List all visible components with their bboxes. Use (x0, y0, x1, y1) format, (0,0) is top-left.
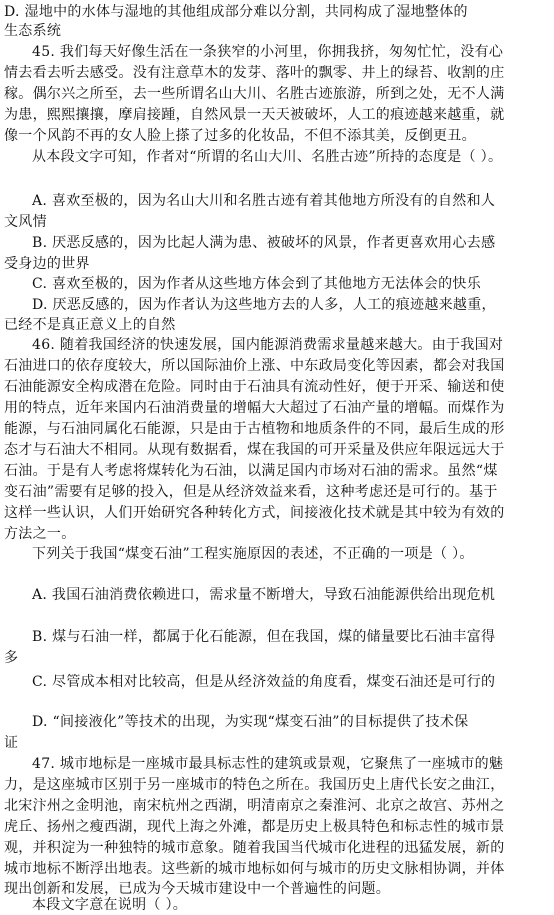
text-line: 文风情 (4, 214, 47, 230)
text-line: 多 (4, 650, 19, 666)
option-d: D. 厌恶反感的，因为作者认为这些地方去的人多，人工的痕迹越来越重， (32, 297, 496, 313)
option-d: D. “间接液化”等技术的出现，为实现“煤变石油”的目标提供了技术保 (32, 714, 469, 730)
text-line: 石油能源安全构成潜在危险。同时由于石油具有流动性好，便于开采、输送和使 (4, 379, 505, 395)
text-line: 45. 我们每天好像生活在一条狭窄的小河里，你拥我挤，匆匆忙忙，没有心 (32, 44, 504, 60)
text-line: 情去看去听去感受。没有注意草木的发芽、落叶的飘零、井上的绿苔、收割的庄 (4, 65, 505, 81)
text-line: 虎丘、扬州之瘦西湖，现代上海之外滩，都是历史上极具特色和标志性的城市景 (4, 819, 505, 835)
text-line: 变石油”需要有足够的投入，但是从经济效益来看，这种考虑还是可行的。基于 (4, 484, 498, 500)
text-line: D. 湿地中的水体与湿地的其他组成部分难以分割，共同构成了湿地整体的 (4, 4, 468, 20)
text-line: 北宋汴州之金明池，南宋杭州之西湖，明清南京之秦淮河、北京之故宫、苏州之 (4, 798, 505, 814)
text-line: 现出创新和发展，已成为今天城市建设中一个普遍性的问题。 (4, 881, 391, 897)
text-line: 本段文字意在说明（ ）。 (32, 897, 188, 913)
text-line: 47. 城市地标是一座城市最具标志性的建筑或景观，它聚焦了一座城市的魅 (32, 756, 504, 772)
text-line: 稼。偶尔兴之所至，去一些所谓名山大川、名胜古迹旅游，所到之处，无不人满 (4, 86, 505, 102)
option-b: B. 煤与石油一样，都属于化石能源，但在我国，煤的储量要比石油丰富得 (32, 629, 496, 645)
text-line: 从本段文字可知，作者对“所谓的名山大川、名胜古迹”所持的态度是（ ）。 (32, 149, 503, 165)
text-line: 这样一些认识，人们开始研究各种转化方式，间接液化技术就是其中较为有效的 (4, 505, 505, 521)
text-line: 生态系统 (4, 23, 62, 39)
option-a: A. 喜欢至极的，因为名山大川和名胜古迹有着其他地方所没有的自然和人 (32, 193, 496, 209)
text-line: 46. 随着我国经济的快速发展，国内能源消费需求量越来越大。由于我国对 (32, 337, 504, 353)
option-c: C. 喜欢至极的，因为作者从这些地方体会到了其他地方无法体会的快乐 (32, 276, 482, 292)
text-line: 为患，熙熙攘攘，摩肩接踵，自然风景一天天被破坏，人工的痕迹越来越重，就 (4, 107, 505, 123)
text-line: 石油。于是有人考虑将煤转化为石油，以满足国内市场对石油的需求。虽然“煤 (4, 463, 498, 479)
option-c: C. 尽管成本相对比较高，但是从经济效益的角度看，煤变石油还是可行的 (32, 674, 496, 690)
text-line: 用的特点，近年来国内石油消费量的增幅大大超过了石油产量的增幅。而煤作为 (4, 400, 505, 416)
text-line: 受身边的世界 (4, 256, 90, 272)
text-line: 下列关于我国“煤变石油”工程实施原因的表述，不正确的一项是（ ）。 (32, 546, 474, 562)
text-line: 方法之一。 (4, 526, 76, 542)
text-line: 石油进口的依存度较大，所以国际油价上涨、中东政局变化等因素，都会对我国 (4, 358, 505, 374)
text-line: 能源，与石油同属化石能源，只是由于古植物和地质条件的不同，最后生成的形 (4, 421, 505, 437)
text-line: 观，并积淀为一种独特的城市意象。随着我国当代城市化进程的迅猛发展，新的 (4, 840, 505, 856)
option-a: A. 我国石油消费依赖进口，需求量不断增大，导致石油能源供给出现危机 (32, 587, 496, 603)
text-line: 城市地标不断浮出地表。这些新的城市地标如何与城市的历史文脉相协调，并体 (4, 861, 505, 877)
option-b: B. 厌恶反感的，因为比起人满为患、被破坏的风景，作者更喜欢用心去感 (32, 235, 496, 251)
text-line: 力，是这座城市区别于另一座城市的特色之所在。我国历史上唐代长安之曲江， (4, 777, 505, 793)
text-line: 态才与石油大不相同。从现有数据看，煤在我国的可开采量及供应年限远远大于 (4, 442, 505, 458)
text-line: 像一个风韵不再的女人脸上搽了过多的化妆品，不但不添其美，反倒更丑。 (4, 128, 476, 144)
text-line: 已经不是真正意义上的自然 (4, 317, 176, 333)
text-line: 证 (4, 735, 19, 751)
